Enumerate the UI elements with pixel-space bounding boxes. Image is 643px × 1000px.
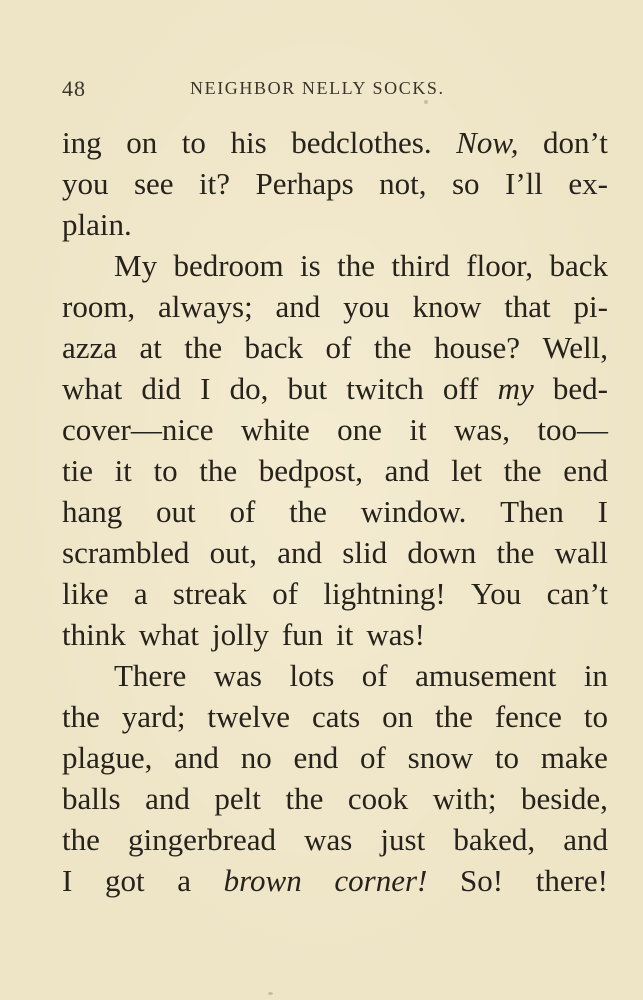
word: and xyxy=(145,781,190,816)
word: You xyxy=(470,576,522,611)
word: bedclothes. xyxy=(291,125,432,160)
word: so xyxy=(451,166,480,201)
word: and xyxy=(277,535,323,570)
word: the xyxy=(373,330,412,365)
word: snow xyxy=(407,740,474,775)
word: I’ll xyxy=(505,166,543,201)
italic-word: corner! xyxy=(334,863,428,898)
word: like xyxy=(62,576,109,611)
word: cover—nice xyxy=(62,412,214,447)
word: room, xyxy=(62,289,136,324)
word: out xyxy=(156,494,196,529)
word: a xyxy=(133,576,148,611)
text-line xyxy=(62,327,608,368)
word: the xyxy=(285,781,324,816)
word: third xyxy=(391,248,450,283)
word: beside, xyxy=(520,781,608,816)
text-line xyxy=(62,368,608,409)
word: pelt xyxy=(214,781,261,816)
text-line xyxy=(62,860,608,901)
word: end xyxy=(293,740,339,775)
text-line xyxy=(62,532,608,573)
word: bed- xyxy=(552,371,608,406)
word: I xyxy=(62,863,73,898)
word: was, xyxy=(453,412,510,447)
word: bedpost, xyxy=(258,453,363,488)
text-line xyxy=(62,778,608,819)
word: scrambled xyxy=(62,535,190,570)
word: in xyxy=(583,658,608,693)
word: not, xyxy=(379,166,427,201)
word: to xyxy=(494,740,520,775)
word: yard; xyxy=(121,699,186,734)
word: can’t xyxy=(546,576,608,611)
word: lightning! xyxy=(323,576,446,611)
page-header xyxy=(62,76,608,106)
word: what xyxy=(138,617,199,652)
word: is xyxy=(300,248,321,283)
word: I xyxy=(597,494,608,529)
word: cook xyxy=(347,781,409,816)
word: gingerbread xyxy=(127,822,277,857)
italic-word: my xyxy=(497,371,534,406)
word: tie xyxy=(62,453,93,488)
word: to xyxy=(583,699,608,734)
word: it? xyxy=(199,166,231,201)
word: it xyxy=(409,412,427,447)
word: got xyxy=(104,863,145,898)
word: the xyxy=(199,453,238,488)
word: too— xyxy=(537,412,608,447)
word: no xyxy=(240,740,272,775)
word: with; xyxy=(432,781,497,816)
text-line xyxy=(62,163,608,204)
word: fun xyxy=(281,617,324,652)
word: just xyxy=(380,822,426,857)
word: white xyxy=(240,412,310,447)
word: know xyxy=(412,289,482,324)
word: and xyxy=(563,822,608,857)
word: the xyxy=(289,494,327,529)
word: of xyxy=(325,330,352,365)
word: don’t xyxy=(543,125,608,160)
word: Perhaps xyxy=(255,166,354,201)
body-text xyxy=(62,122,608,901)
word: streak xyxy=(172,576,247,611)
word: on xyxy=(382,699,414,734)
word: ex- xyxy=(568,166,608,201)
word: one xyxy=(337,412,382,447)
word: the xyxy=(337,248,375,283)
text-line xyxy=(62,614,608,655)
word: There xyxy=(114,658,187,693)
italic-word: Now, xyxy=(456,125,519,160)
word: the xyxy=(503,453,542,488)
word: it xyxy=(114,453,132,488)
word: I xyxy=(200,371,211,406)
word: there! xyxy=(535,863,608,898)
word: but xyxy=(287,371,328,406)
word: did xyxy=(141,371,182,406)
word: always; xyxy=(158,289,253,324)
word: baked, xyxy=(453,822,536,857)
text-line xyxy=(62,696,608,737)
word: was xyxy=(213,658,262,693)
word: floor, xyxy=(466,248,534,283)
word: cats xyxy=(311,699,361,734)
word: end xyxy=(563,453,608,488)
word: make xyxy=(540,740,608,775)
word: balls xyxy=(62,781,121,816)
word: pi- xyxy=(573,289,608,324)
word: off xyxy=(442,371,479,406)
word: wall xyxy=(554,535,608,570)
text-line xyxy=(62,450,608,491)
word: amusement xyxy=(415,658,557,693)
word: was! xyxy=(366,617,425,652)
text-line xyxy=(62,122,608,163)
word: window. xyxy=(360,494,467,529)
text-line xyxy=(62,245,608,286)
word: house? xyxy=(433,330,521,365)
word: bedroom xyxy=(173,248,284,283)
word: let xyxy=(451,453,483,488)
word: and xyxy=(275,289,321,324)
text-line xyxy=(62,286,608,327)
word: of xyxy=(361,658,388,693)
word: the xyxy=(62,699,100,734)
word: Well, xyxy=(542,330,608,365)
word: what xyxy=(62,371,123,406)
text-line xyxy=(62,204,608,245)
word: plain. xyxy=(62,207,132,242)
word: of xyxy=(272,576,299,611)
word: see xyxy=(133,166,174,201)
word: slid xyxy=(342,535,388,570)
word: down xyxy=(407,535,477,570)
word: think xyxy=(62,617,126,652)
word: and xyxy=(174,740,219,775)
word: back xyxy=(244,330,304,365)
word: azza xyxy=(62,330,118,365)
text-line xyxy=(62,491,608,532)
word: the xyxy=(496,535,535,570)
word: hang xyxy=(62,494,123,529)
word: it xyxy=(336,617,354,652)
word: was xyxy=(304,822,353,857)
word: to xyxy=(153,453,178,488)
text-line xyxy=(62,819,608,860)
text-line xyxy=(62,737,608,778)
running-title: NEIGHBOR NELLY SOCKS. xyxy=(190,78,445,98)
word: plague, xyxy=(62,740,153,775)
text-line xyxy=(62,409,608,450)
word: lots xyxy=(289,658,335,693)
italic-word: brown xyxy=(223,863,302,898)
page-number: 48 xyxy=(62,76,86,101)
word: jolly xyxy=(212,617,269,652)
word: ing xyxy=(62,125,102,160)
word: a xyxy=(177,863,191,898)
word: twelve xyxy=(207,699,291,734)
word: the xyxy=(184,330,223,365)
word: of xyxy=(229,494,256,529)
word: back xyxy=(549,248,608,283)
word: the xyxy=(62,822,100,857)
word: of xyxy=(360,740,386,775)
word: fence xyxy=(494,699,562,734)
word: you xyxy=(62,166,109,201)
word: on xyxy=(126,125,158,160)
text-line xyxy=(62,573,608,614)
word: to xyxy=(181,125,206,160)
word: the xyxy=(435,699,473,734)
word: do, xyxy=(229,371,269,406)
word: twitch xyxy=(346,371,424,406)
word: his xyxy=(230,125,267,160)
word: and xyxy=(384,453,430,488)
word: So! xyxy=(460,863,504,898)
word: that xyxy=(504,289,551,324)
word: at xyxy=(139,330,162,365)
word: out, xyxy=(209,535,258,570)
paper-speck xyxy=(268,992,273,995)
text-line xyxy=(62,655,608,696)
word: Then xyxy=(500,494,564,529)
word: My xyxy=(114,248,158,283)
word: you xyxy=(343,289,390,324)
paper-speck xyxy=(424,100,428,104)
